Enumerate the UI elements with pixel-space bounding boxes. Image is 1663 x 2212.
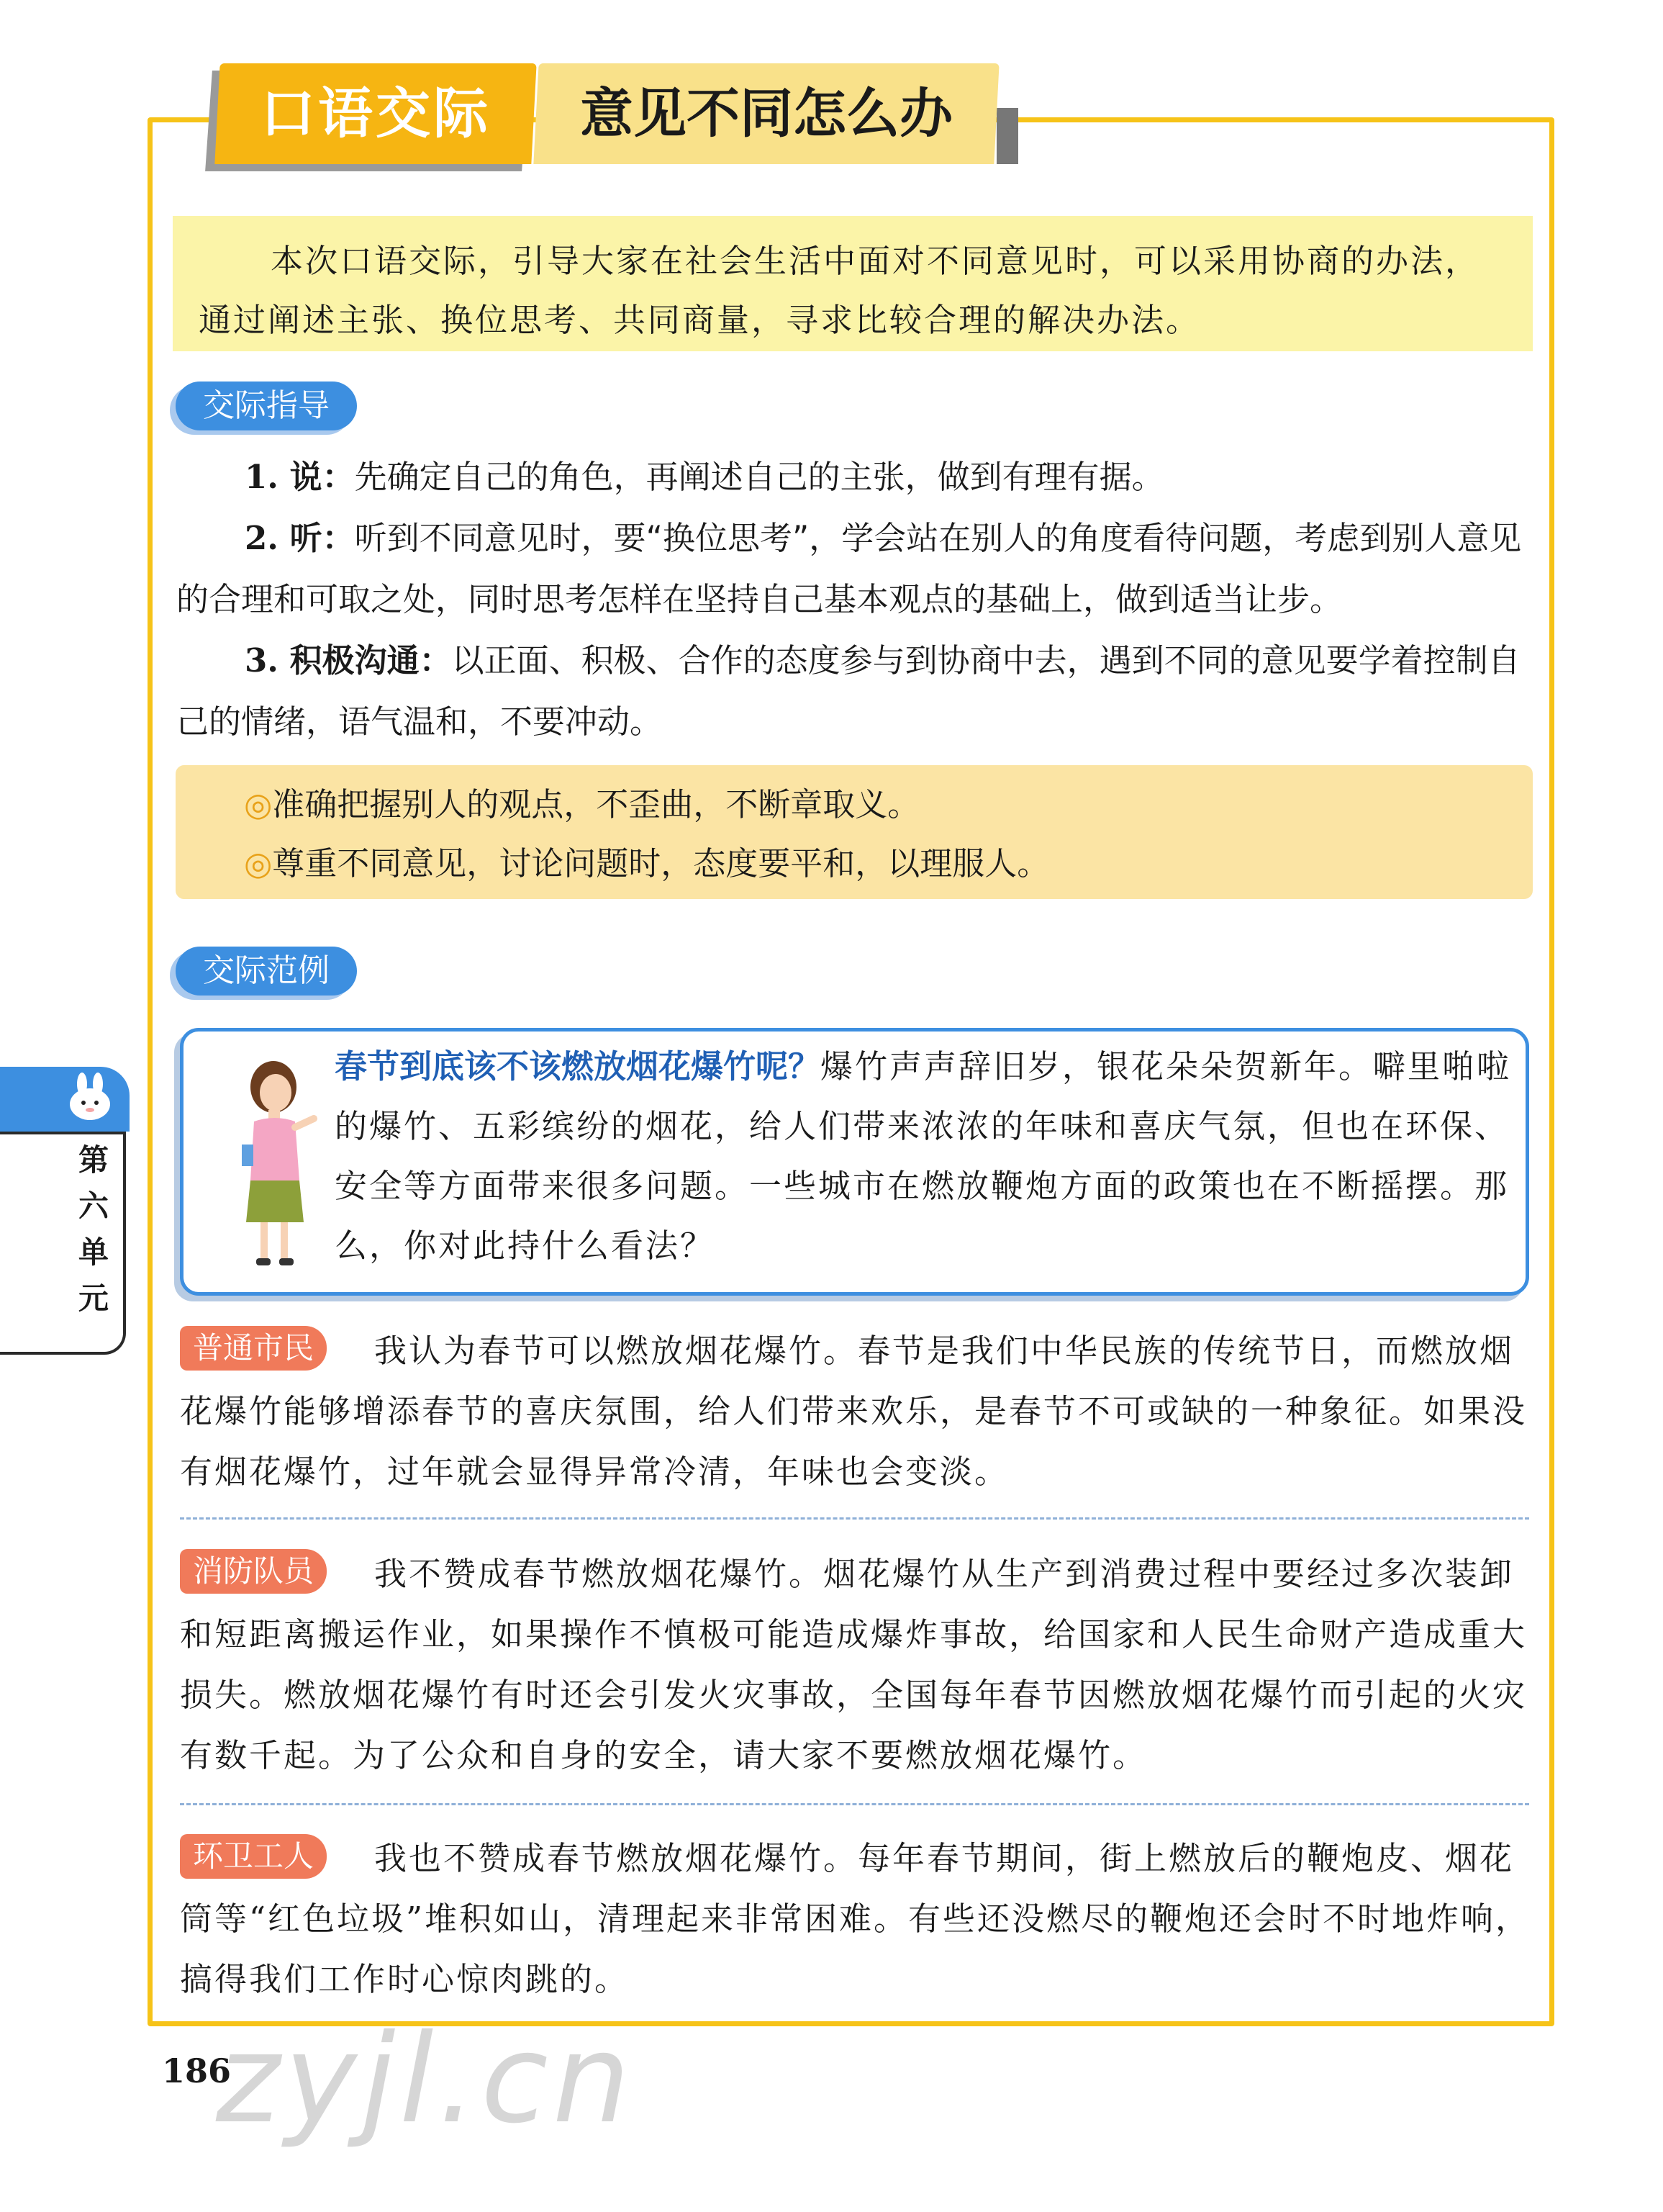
tip-item <box>244 834 1533 893</box>
teacher-illustration-icon <box>229 1058 322 1274</box>
guide-item-2 <box>176 507 1536 630</box>
unit-tab-label: 第六单元 <box>78 1142 109 1316</box>
divider <box>180 1803 1529 1805</box>
section-pill-guide: 交际指导 <box>176 382 357 430</box>
scenario-text <box>335 1037 1515 1276</box>
intro-text: 本次口语交际，引导大家在社会生活中面对不同意见时，可以采用协商的办法，通过阐述主张、换位思考、共同商量，寻求比较合理的解决办法。 <box>199 242 1480 339</box>
speech-citizen: 我认为春节可以燃放烟花爆竹。春节是我们中华民族的传统节日，而燃放烟花爆竹能够增添春节的喜庆氛围，给人们带来欢乐，是春节不可或缺的一种象征。如果没有烟花爆竹，过年就会显得异常冷清，年味也会变淡。 <box>180 1332 1528 1491</box>
speech-firefighter: 我不赞成春节燃放烟花爆竹。烟花爆竹从生产到消费过程中要经过多次装卸和短距离搬运作业，如果操作不慎极可能造成爆炸事故，给国家和人民生命财产造成重大损失。燃放烟花爆竹有时还会引发火灾事故，全国每年春节因燃放烟花爆竹而引起的火灾有数千起。为了公众和自身的安全，请大家不要燃放烟花爆竹。 <box>180 1555 1528 1774</box>
scenario-question: 春节到底该不该燃放烟花爆竹呢？ <box>335 1047 821 1085</box>
tip-text: 准确把握别人的观点，不歪曲，不断章取义。 <box>272 785 920 823</box>
title-tab-left <box>214 63 536 164</box>
divider <box>180 1517 1529 1520</box>
watermark: zyjl.cn <box>216 2008 635 2151</box>
bunny-icon <box>63 1073 121 1123</box>
guide-item-label: 1. 说： <box>245 458 355 496</box>
title-tab-left-label: 口语交际 <box>260 81 491 145</box>
guide-item-label: 2. 听： <box>245 519 355 557</box>
guide-item-3 <box>176 630 1536 752</box>
tip-text: 尊重不同意见，讨论问题时，态度要平和，以理服人。 <box>272 844 1050 882</box>
guide-item-text: 以正面、积极、合作的态度参与到协商中去，遇到不同的意见要学着控制自己的情绪，语气温和，不要冲动。 <box>176 641 1521 741</box>
title-tab-right <box>533 63 999 164</box>
guide-item-label: 3. 积极沟通： <box>245 641 452 680</box>
title-tab-right-shadow <box>997 108 1018 164</box>
role-badge-firefighter: 消防队员 <box>180 1549 327 1594</box>
bullet-icon: ◎ <box>244 785 273 823</box>
bullet-icon: ◎ <box>244 844 273 882</box>
role-badge-citizen: 普通市民 <box>180 1326 327 1371</box>
speech-sanitation-worker: 我也不赞成春节燃放烟花爆竹。每年春节期间，街上燃放后的鞭炮皮、烟花筒等“红色垃圾”堆积如山，清理起来非常困难。有些还没燃尽的鞭炮还会时不时地炸响，搞得我们工作时心惊肉跳的。 <box>180 1839 1531 1998</box>
tips-box <box>176 765 1533 899</box>
guide-item-1 <box>176 446 1536 507</box>
lesson-title: 意见不同怎么办 <box>580 83 953 145</box>
scenario-body: 爆竹声声辞旧岁，银花朵朵贺新年。噼里啪啦的爆竹、五彩缤纷的烟花，给人们带来浓浓的年味和喜庆气氛，但也在环保、安全等方面带来很多问题。一些城市在燃放鞭炮方面的政策也在不断摇摆。那么，你对此持什么看法？ <box>335 1047 1512 1265</box>
intro-box <box>173 216 1533 351</box>
guide-item-text: 先确定自己的角色，再阐述自己的主张，做到有理有据。 <box>354 458 1164 496</box>
page-number: 186 <box>162 2051 232 2090</box>
guide-item-text: 听到不同意见时，要“换位思考”，学会站在别人的角度看待问题，考虑到别人意见的合理和可取之处，同时思考怎样在坚持自己基本观点的基础上，做到适当让步。 <box>176 519 1522 618</box>
section-pill-example: 交际范例 <box>176 947 357 996</box>
tip-item <box>244 775 1533 834</box>
role-badge-sanitation-worker: 环卫工人 <box>180 1834 327 1879</box>
